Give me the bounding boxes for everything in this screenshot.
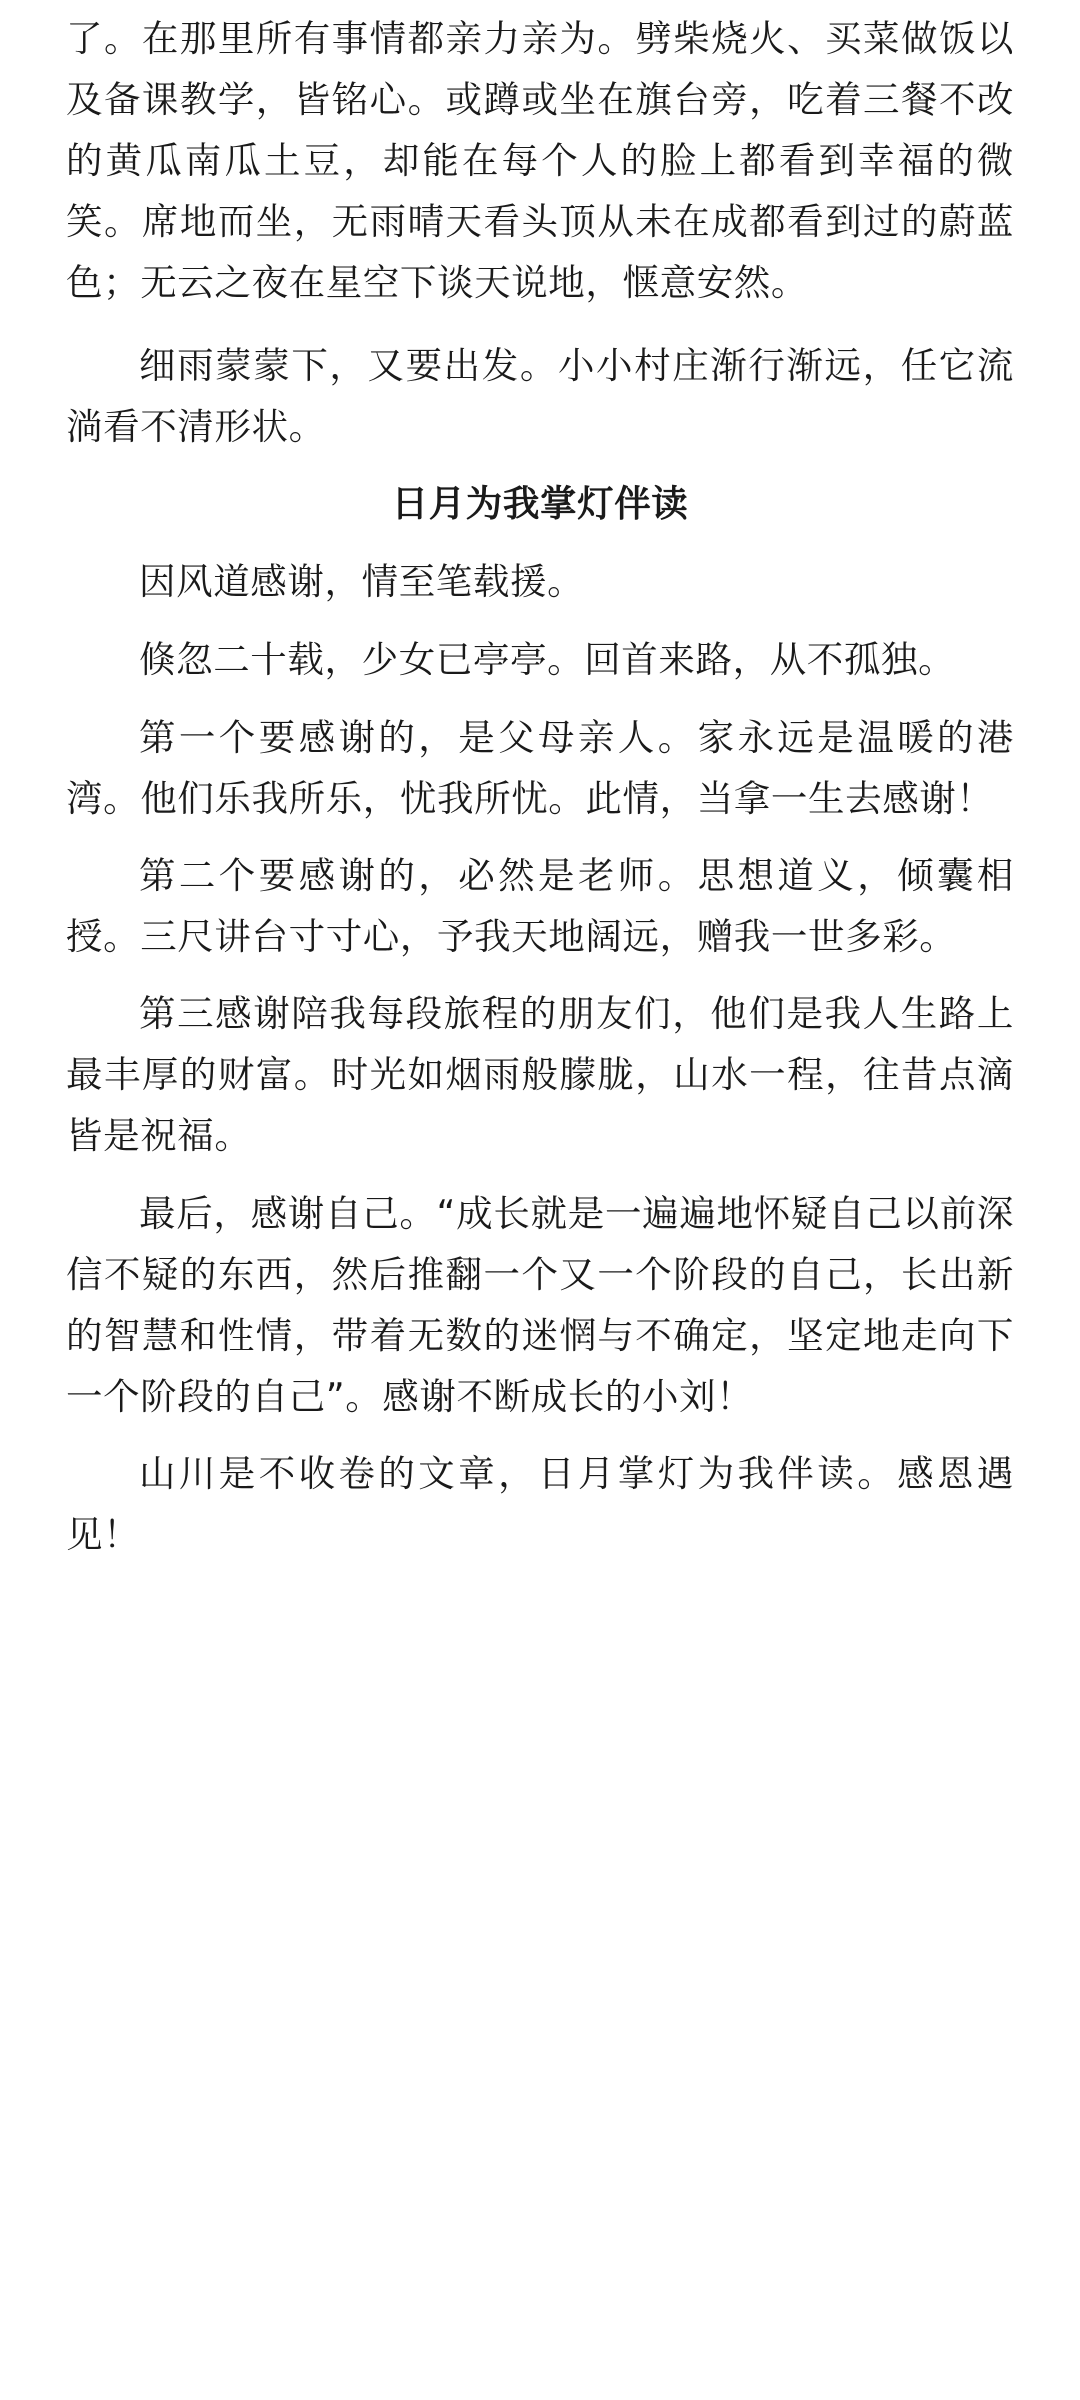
paragraph: 第三感谢陪我每段旅程的朋友们，他们是我人生路上最丰厚的财富。时光如烟雨般朦胧，山水一程，往昔点滴皆是祝福。	[66, 992, 1014, 1157]
section-title: 日月为我掌灯伴读	[391, 482, 689, 525]
paragraph: 因风道感谢，情至笔载援。	[139, 560, 585, 603]
paragraph: 山川是不收卷的文章，日月掌灯为我伴读。感恩遇见！	[66, 1452, 1014, 1556]
paragraph: 倏忽二十载，少女已亭亭。回首来路，从不孤独。	[139, 638, 956, 681]
paragraph: 了。在那里所有事情都亲力亲为。劈柴烧火、买菜做饭以及备课教学，皆铭心。或蹲或坐在旗台旁，吃着三餐不改的黄瓜南瓜土豆，却能在每个人的脸上都看到幸福的微笑。席地而坐，无雨晴天看头顶从未在成都看到过的蔚蓝色；无云之夜在星空下谈天说地，惬意安然。	[66, 17, 1014, 304]
paragraph: 第一个要感谢的，是父母亲人。家永远是温暖的港湾。他们乐我所乐，忧我所忧。此情，当拿一生去感谢！	[66, 716, 1014, 820]
paragraph: 最后，感谢自己。“成长就是一遍遍地怀疑自己以前深信不疑的东西，然后推翻一个又一个阶段的自己，长出新的智慧和性情，带着无数的迷惘与不确定，坚定地走向下一个阶段的自己”。感谢不断成长的小刘！	[66, 1192, 1014, 1418]
paragraph: 细雨蒙蒙下，又要出发。小小村庄渐行渐远，任它流淌看不清形状。	[66, 344, 1014, 448]
paragraph: 第二个要感谢的，必然是老师。思想道义，倾囊相授。三尺讲台寸寸心，予我天地阔远，赠我一世多彩。	[66, 854, 1014, 958]
